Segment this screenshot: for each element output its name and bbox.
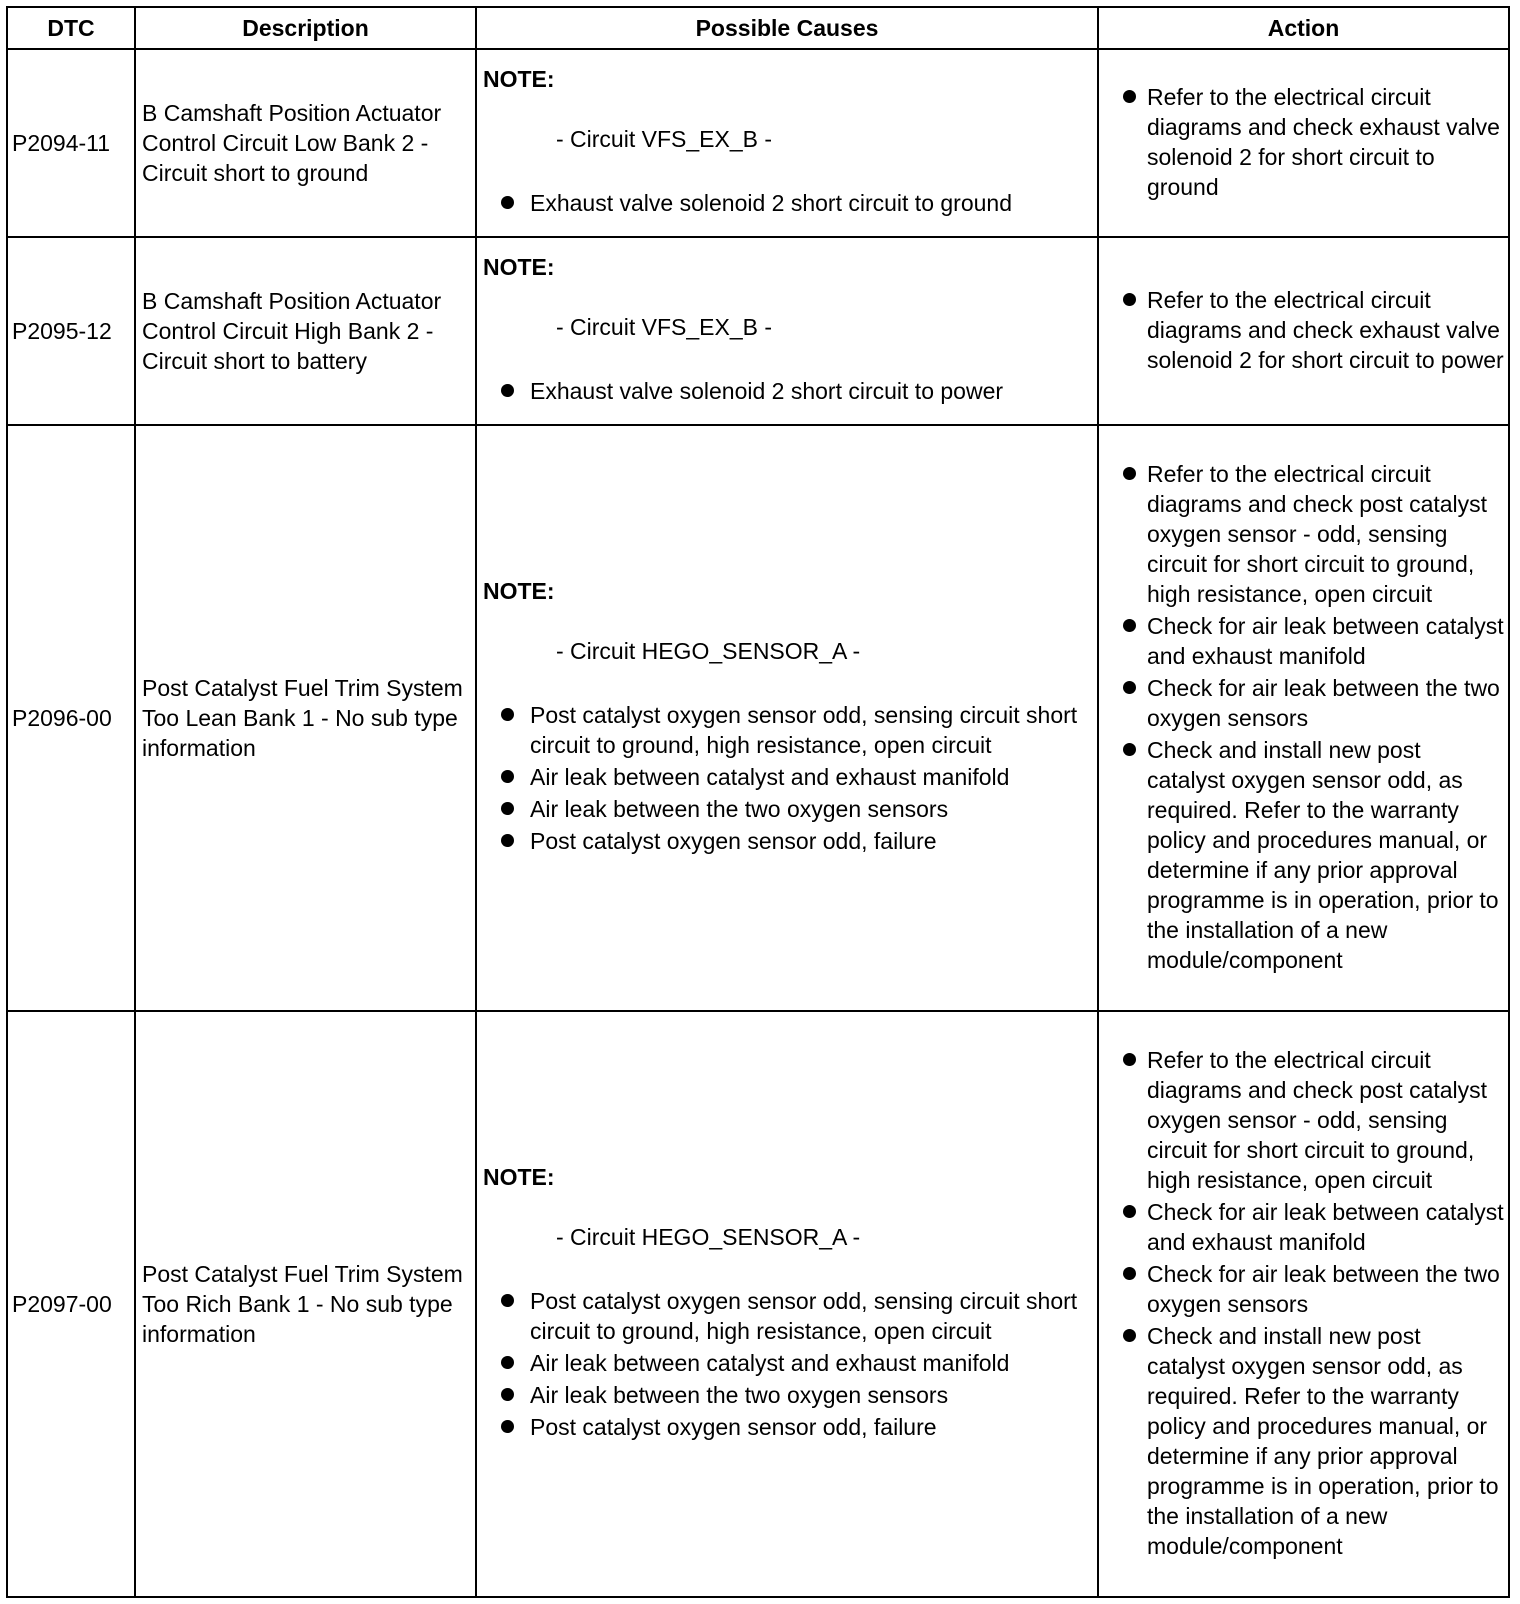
- table-body: [7, 49, 1509, 1597]
- note-label: NOTE:: [483, 66, 555, 92]
- causes-list: [483, 1286, 1089, 1442]
- dtc-code: P2097-00: [7, 1011, 135, 1597]
- list-item: Refer to the electrical circuit diagrams and check exhaust valve solenoid 2 for short circuit to ground: [1113, 82, 1504, 202]
- list-item: Air leak between catalyst and exhaust manifold: [483, 762, 1089, 792]
- list-item: Post catalyst oxygen sensor odd, failure: [483, 1412, 1089, 1442]
- list-item: Check and install new post catalyst oxygen sensor odd, as required. Refer to the warranty policy and procedures manual, or determine if any prior approval programme is in operation, prior to the installation of a new module/component: [1113, 735, 1504, 975]
- note-label: NOTE:: [483, 1164, 555, 1190]
- actions-list: [1113, 285, 1504, 375]
- actions-list: [1113, 459, 1504, 975]
- list-item: Refer to the electrical circuit diagrams and check post catalyst oxygen sensor - odd, sensing circuit for short circuit to ground, high resistance, open circuit: [1113, 1045, 1504, 1195]
- table-row: [7, 425, 1509, 1011]
- possible-causes-cell: [476, 425, 1098, 1011]
- circuit-name: - Circuit HEGO_SENSOR_A -: [556, 1224, 861, 1250]
- dtc-description: B Camshaft Position Actuator Control Circuit High Bank 2 - Circuit short to battery: [135, 237, 476, 425]
- table-row: [7, 49, 1509, 237]
- list-item: Post catalyst oxygen sensor odd, sensing circuit short circuit to ground, high resistance, open circuit: [483, 1286, 1089, 1346]
- possible-causes-cell: [476, 1011, 1098, 1597]
- list-item: Check and install new post catalyst oxygen sensor odd, as required. Refer to the warranty policy and procedures manual, or determine if any prior approval programme is in operation, prior to the installation of a new module/component: [1113, 1321, 1504, 1561]
- header-row: [7, 7, 1509, 49]
- action-cell: [1098, 49, 1509, 237]
- circuit-name: - Circuit VFS_EX_B -: [556, 314, 772, 340]
- table-header: [7, 7, 1509, 49]
- header-action: Action: [1098, 7, 1509, 49]
- list-item: Check for air leak between the two oxygen sensors: [1113, 673, 1504, 733]
- list-item: Exhaust valve solenoid 2 short circuit to ground: [483, 188, 1089, 218]
- list-item: Air leak between the two oxygen sensors: [483, 1380, 1089, 1410]
- header-dtc: DTC: [7, 7, 135, 49]
- dtc-table: [6, 6, 1510, 1598]
- causes-list: [483, 376, 1089, 406]
- table-row: [7, 1011, 1509, 1597]
- causes-list: [483, 700, 1089, 856]
- dtc-description: Post Catalyst Fuel Trim System Too Lean Bank 1 - No sub type information: [135, 425, 476, 1011]
- possible-causes-cell: [476, 237, 1098, 425]
- dtc-description: B Camshaft Position Actuator Control Circuit Low Bank 2 - Circuit short to ground: [135, 49, 476, 237]
- header-description: Description: [135, 7, 476, 49]
- list-item: Check for air leak between the two oxygen sensors: [1113, 1259, 1504, 1319]
- action-cell: [1098, 425, 1509, 1011]
- list-item: Air leak between catalyst and exhaust manifold: [483, 1348, 1089, 1378]
- list-item: Post catalyst oxygen sensor odd, sensing circuit short circuit to ground, high resistance, open circuit: [483, 700, 1089, 760]
- actions-list: [1113, 1045, 1504, 1561]
- list-item: Exhaust valve solenoid 2 short circuit to power: [483, 376, 1089, 406]
- dtc-code: P2094-11: [7, 49, 135, 237]
- note-label: NOTE:: [483, 578, 555, 604]
- list-item: Check for air leak between catalyst and exhaust manifold: [1113, 611, 1504, 671]
- table-row: [7, 237, 1509, 425]
- list-item: Refer to the electrical circuit diagrams and check post catalyst oxygen sensor - odd, sensing circuit for short circuit to ground, high resistance, open circuit: [1113, 459, 1504, 609]
- action-cell: [1098, 1011, 1509, 1597]
- dtc-code: P2095-12: [7, 237, 135, 425]
- causes-list: [483, 188, 1089, 218]
- dtc-description: Post Catalyst Fuel Trim System Too Rich Bank 1 - No sub type information: [135, 1011, 476, 1597]
- circuit-name: - Circuit VFS_EX_B -: [556, 126, 772, 152]
- list-item: Post catalyst oxygen sensor odd, failure: [483, 826, 1089, 856]
- list-item: Air leak between the two oxygen sensors: [483, 794, 1089, 824]
- possible-causes-cell: [476, 49, 1098, 237]
- list-item: Refer to the electrical circuit diagrams and check exhaust valve solenoid 2 for short circuit to power: [1113, 285, 1504, 375]
- action-cell: [1098, 237, 1509, 425]
- dtc-code: P2096-00: [7, 425, 135, 1011]
- list-item: Check for air leak between catalyst and exhaust manifold: [1113, 1197, 1504, 1257]
- circuit-name: - Circuit HEGO_SENSOR_A -: [556, 638, 861, 664]
- header-possible-causes: Possible Causes: [476, 7, 1098, 49]
- actions-list: [1113, 82, 1504, 202]
- note-label: NOTE:: [483, 254, 555, 280]
